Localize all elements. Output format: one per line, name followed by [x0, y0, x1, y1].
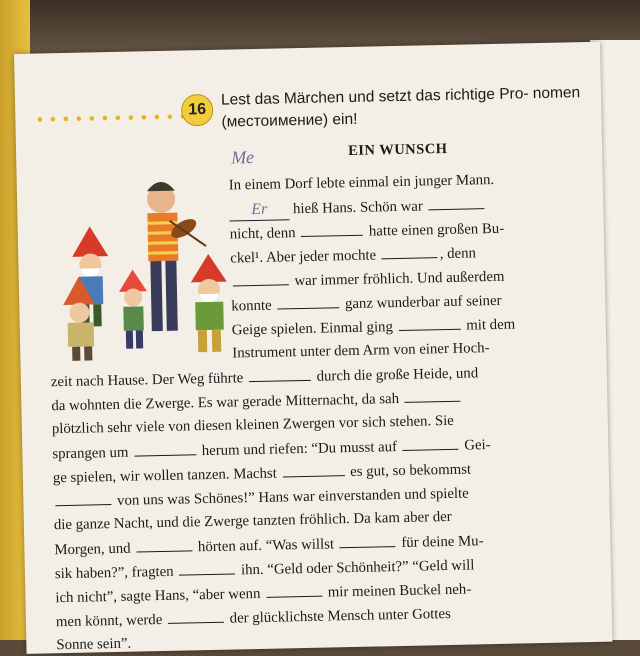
story-line: zeit nach Hause. Der Weg führte durch die große Heide, und: [50, 365, 479, 391]
book-page: [14, 42, 612, 654]
story-line: plötzlich sehr viele von diesen kleinen Zwergen vor sich stehen. Sie: [51, 412, 454, 438]
story-line: von uns was Schönes!” Hans war einverstanden und spielte: [53, 483, 469, 513]
task-number-badge: 16: [181, 94, 214, 127]
answer-blank[interactable]: [266, 582, 322, 598]
task-instruction: Lest das Märchen und setzt das richtige Pro- nomen (местоимение) ein!: [220, 84, 581, 131]
story-line: war immer fröhlich. Und außerdem: [231, 266, 505, 293]
story-line: da wohnten die Zwerge. Es war gerade Mitternacht, da sah: [51, 387, 463, 417]
answer-blank[interactable]: [339, 532, 395, 548]
story-line: nicht, denn hatte einen großen Bu-: [229, 220, 505, 243]
decorative-dots: [33, 112, 183, 123]
answer-blank[interactable]: [402, 435, 458, 451]
answer-blank[interactable]: [277, 293, 339, 309]
dwarf-center: [119, 269, 149, 349]
story-line: ich nicht”, sagte Hans, “aber wenn mir meinen Buckel neh-: [55, 581, 472, 607]
story-line: Er hieß Hans. Schön war: [229, 194, 487, 221]
story-line: Instrument unter dem Arm von einer Hoch-: [232, 340, 490, 362]
story-line: In einem Dorf lebte einmal ein junger Mann.: [228, 171, 495, 194]
story-line: men könnt, werde der glücklichste Mensch unter Gottes: [55, 605, 451, 631]
story-line: Morgen, und hörten auf. “Was willst für deine Mu-: [54, 533, 484, 559]
answer-blank[interactable]: [428, 194, 484, 210]
answer-blank[interactable]: [405, 387, 461, 403]
answer-blank[interactable]: [233, 270, 289, 286]
answer-blank[interactable]: [382, 243, 438, 259]
story-line: Sonne sein”.: [56, 635, 132, 654]
story-line: sik haben?”, fragten ihn. “Geld oder Schönheit?” “Geld will: [54, 557, 475, 583]
answer-blank[interactable]: [398, 315, 460, 331]
story-line: sprangen um herum und riefen: “Du musst auf Gei-: [52, 434, 491, 464]
story-line: konnte ganz wunderbar auf seiner: [231, 292, 502, 315]
story-line: ckel¹. Aber jeder mochte , denn: [230, 242, 476, 268]
handwritten-margin-note: Ме: [231, 146, 255, 168]
story-line: die ganze Nacht, und die Zwerge tanzten fröhlich. Da kam aber der: [53, 508, 452, 534]
answer-field[interactable]: Er: [229, 201, 289, 221]
answer-blank[interactable]: [179, 559, 235, 575]
dwarf-right: [190, 254, 228, 353]
answer-blank[interactable]: [282, 461, 344, 477]
answer-blank[interactable]: [136, 536, 192, 552]
answer-blank[interactable]: [134, 440, 196, 456]
story-title: EIN WUNSCH: [347, 140, 448, 160]
answer-blank[interactable]: [168, 608, 224, 624]
answer-blank[interactable]: [55, 490, 111, 506]
answer-blank[interactable]: [249, 366, 311, 382]
story-line: Geige spielen. Einmal ging mit dem: [231, 316, 516, 339]
dwarves-illustration: [42, 161, 246, 365]
answer-blank[interactable]: [301, 221, 363, 237]
story-line: ge spielen, wir wollen tanzen. Machst es gut, so bekommst: [52, 461, 472, 487]
